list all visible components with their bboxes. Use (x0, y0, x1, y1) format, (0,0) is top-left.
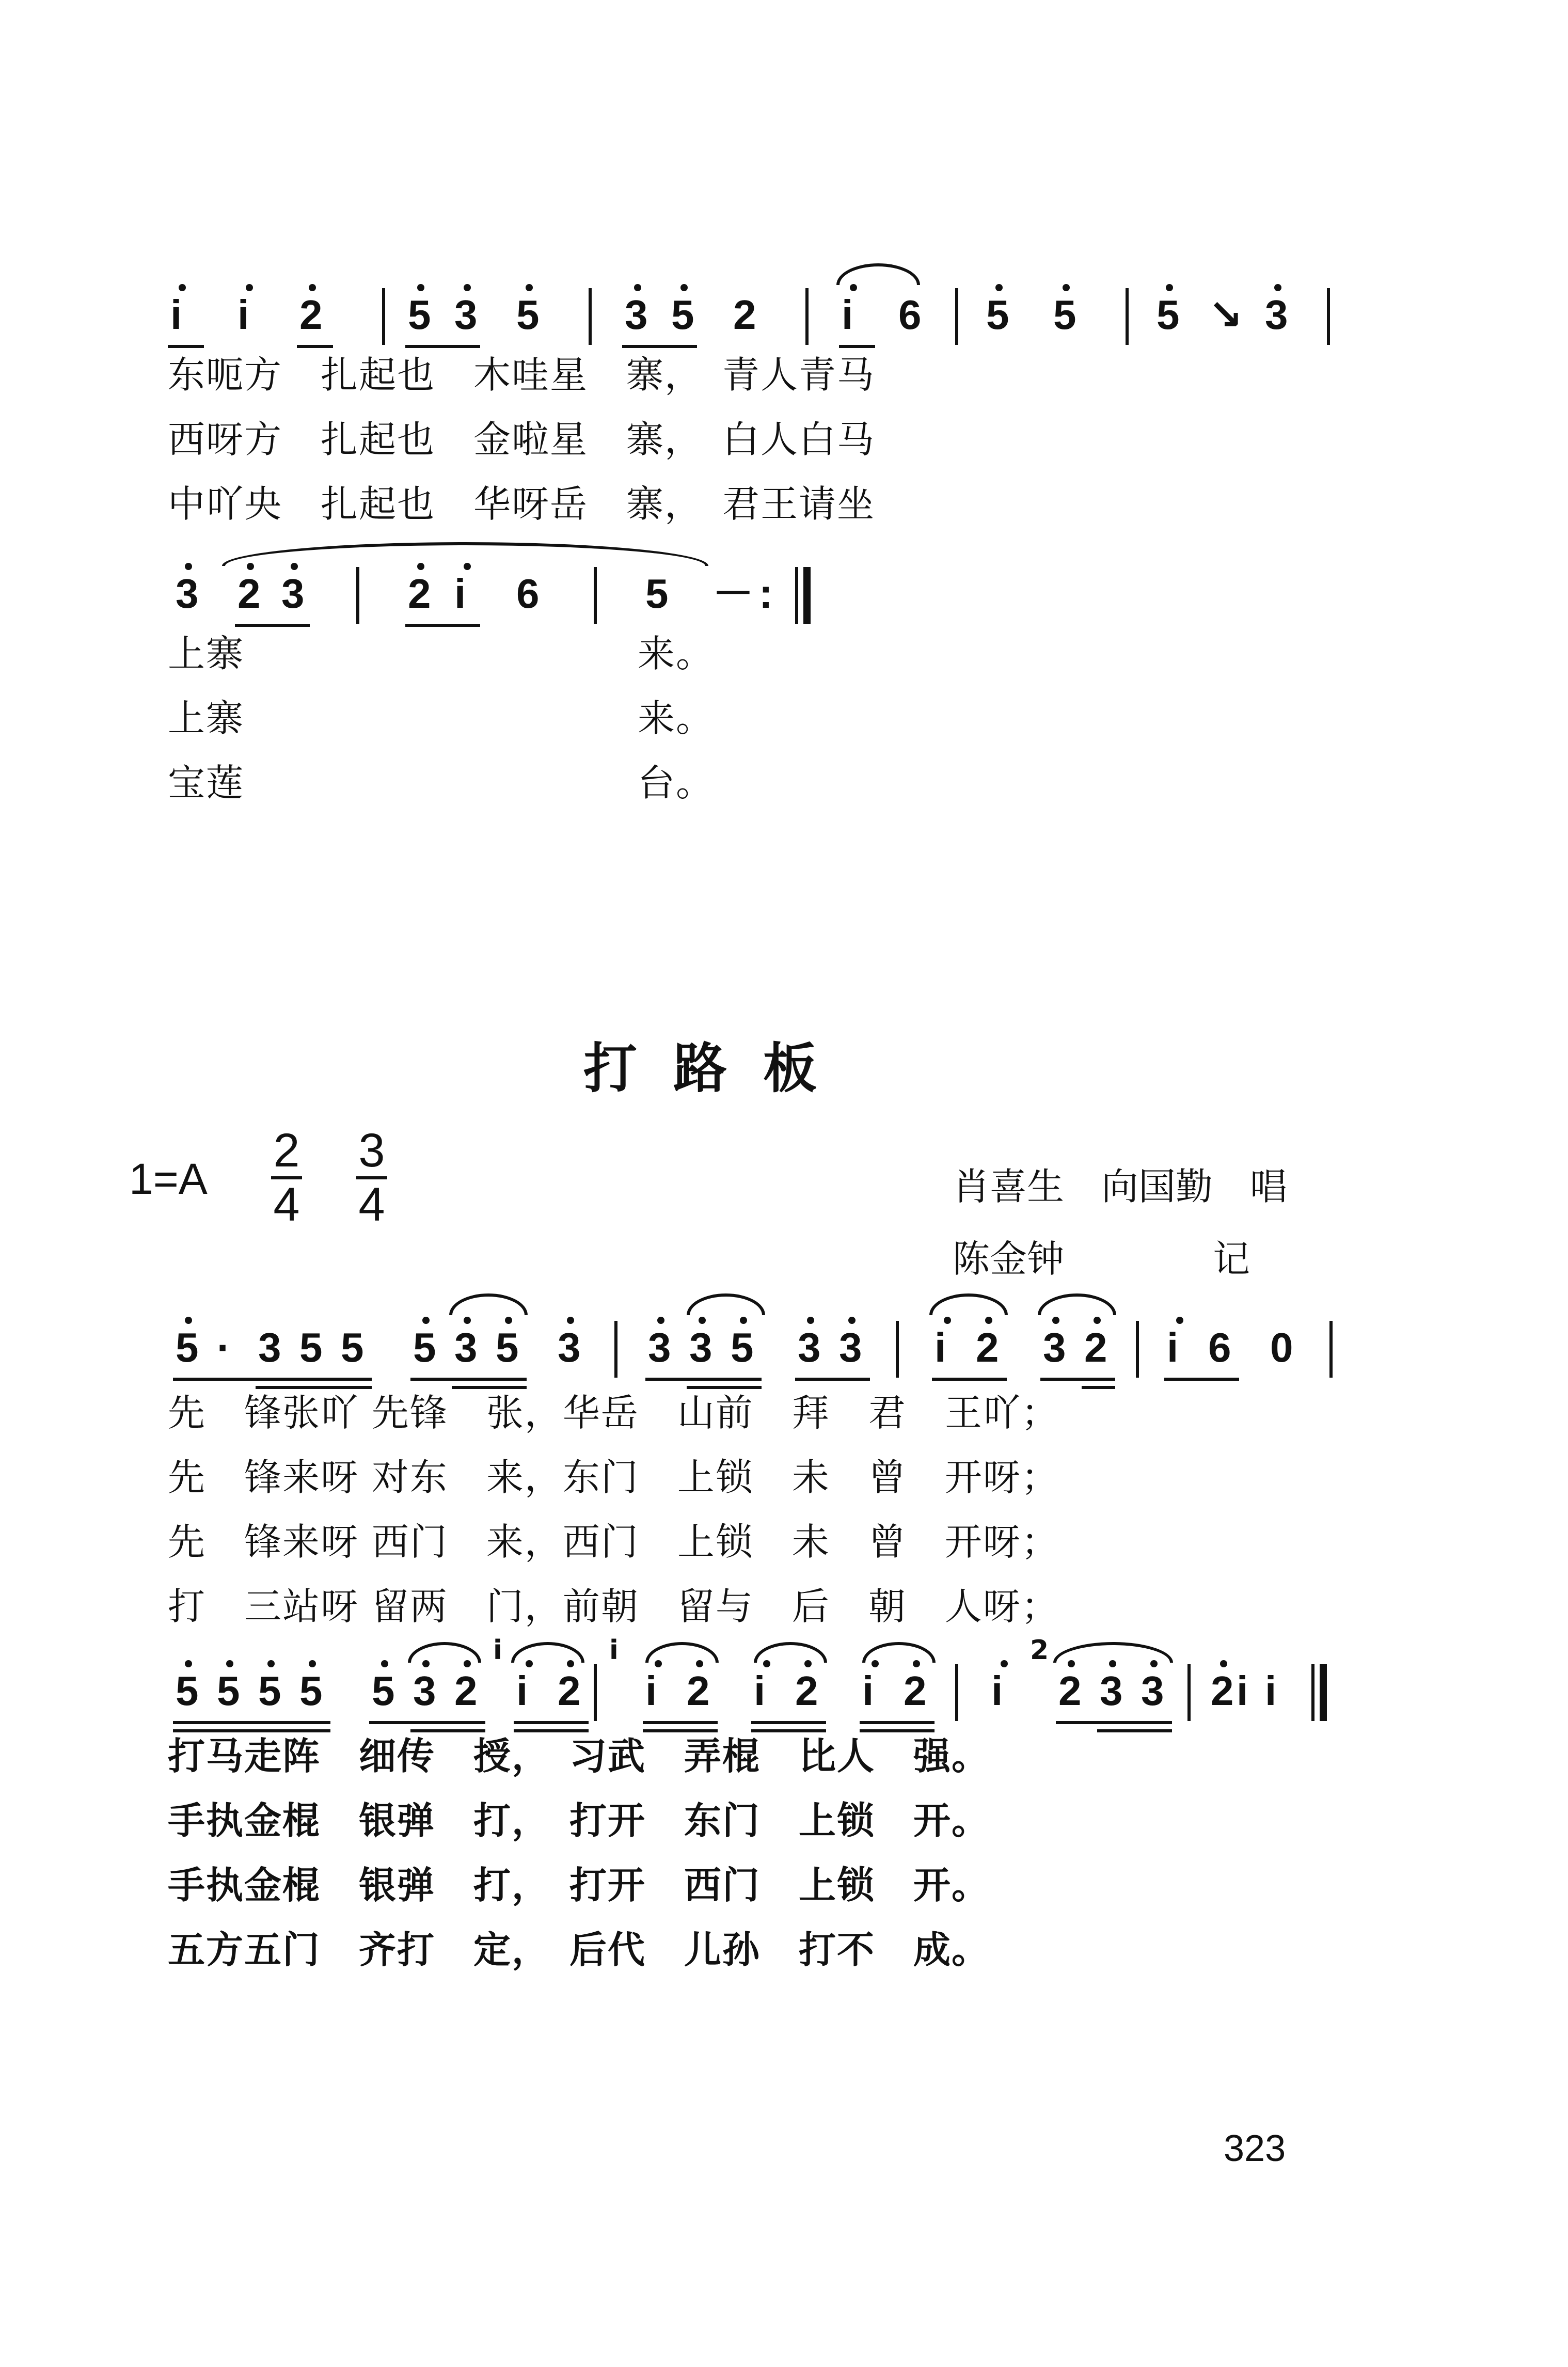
octave-dot (464, 1660, 471, 1667)
note: 5 (986, 292, 1009, 338)
octave-dot (1150, 1660, 1158, 1667)
octave-dot (1094, 1317, 1101, 1324)
octave-dot (417, 284, 424, 291)
underline (751, 1721, 826, 1724)
barline (955, 288, 958, 345)
slur (862, 1642, 936, 1663)
underline (1056, 1721, 1172, 1724)
note: 5 (299, 1324, 323, 1370)
underline (173, 1378, 372, 1381)
song-title: 打路板 (583, 1037, 853, 1100)
grace-note: 2 (1030, 1635, 1050, 1666)
underline (410, 1378, 527, 1381)
note: 5 (217, 1668, 240, 1714)
underline (687, 1386, 762, 1389)
underline (410, 1729, 485, 1732)
octave-dot (848, 1317, 856, 1324)
barline (1329, 1321, 1333, 1378)
note: 3 (258, 1324, 281, 1370)
note: 5 (341, 1324, 364, 1370)
octave-dot (1274, 284, 1281, 291)
slur (511, 1642, 584, 1663)
note: 2 (454, 1668, 478, 1714)
underline (452, 1386, 527, 1389)
note: i (454, 571, 466, 617)
note: i (516, 1668, 528, 1714)
octave-dot (1068, 1660, 1075, 1667)
underline (297, 345, 333, 348)
underline (643, 1721, 718, 1724)
octave-dot (185, 1660, 192, 1667)
note: i (991, 1668, 1003, 1714)
note: i (237, 292, 249, 338)
barline (1311, 1664, 1314, 1721)
upper-lyric-verse-2: 西呀方 扎起也 金啦星 寨， 白人白马 (168, 418, 876, 461)
note: 5 (731, 1324, 754, 1370)
underline (1082, 1386, 1115, 1389)
barline (589, 288, 592, 345)
underline (795, 1378, 870, 1381)
octave-dot (657, 1317, 664, 1324)
breath-mark: ↘ (1208, 292, 1243, 338)
octave-dot (913, 1660, 920, 1667)
note: 2 (687, 1668, 710, 1714)
barline (594, 1664, 597, 1721)
barline (614, 1321, 617, 1378)
note: i (754, 1668, 766, 1714)
lyric: 宝莲 (168, 761, 245, 804)
note: 5 (1157, 292, 1180, 338)
octave-dot (1001, 1660, 1008, 1667)
repeat-dots: : (759, 571, 773, 617)
underline (369, 1721, 485, 1724)
octave-dot (696, 1660, 703, 1667)
time-sig-top: 2 (273, 1124, 300, 1177)
note: 3 (281, 571, 305, 617)
octave-dot (464, 1317, 471, 1324)
breath-mark: i (1237, 1668, 1248, 1714)
octave-dot (247, 563, 254, 570)
note: 2 (408, 571, 431, 617)
barline (795, 567, 798, 624)
note: 3 (413, 1668, 436, 1714)
barline (1126, 288, 1129, 345)
note: 6 (1208, 1324, 1231, 1370)
lyric: 台。 (638, 761, 715, 804)
underline (622, 345, 697, 348)
underline (514, 1721, 589, 1724)
song-lyric-verse-1b: 打马走阵 细传 授， 习武 弄棍 比人 强。 (168, 1734, 990, 1778)
barline (896, 1321, 899, 1378)
slur (929, 1293, 1008, 1315)
time-signature (356, 1124, 387, 1232)
note: 5 (176, 1668, 199, 1714)
song-lyric-verse-1: 先 锋张吖 先锋 张，华岳 山前 拜 君 王吖； (168, 1391, 1059, 1434)
underline (932, 1378, 1007, 1381)
octave-dot (567, 1317, 574, 1324)
underline (514, 1729, 589, 1732)
underline (643, 1729, 718, 1732)
octave-dot (185, 563, 192, 570)
note: 5 (516, 292, 540, 338)
note: 5 (299, 1668, 323, 1714)
slur (687, 1293, 765, 1315)
note: 3 (648, 1324, 671, 1370)
octave-dot (417, 563, 424, 570)
barline (382, 288, 385, 345)
octave-dot (1176, 1317, 1183, 1324)
note: 5 (408, 292, 431, 338)
note: 2 (976, 1324, 999, 1370)
time-signature (271, 1124, 302, 1232)
note: 5 (1053, 292, 1076, 338)
octave-dot (179, 284, 186, 291)
octave-dot (1063, 284, 1070, 291)
time-sig-top: 3 (358, 1124, 385, 1177)
note: i (1167, 1324, 1179, 1370)
song-lyric-verse-2b: 手执金棍 银弹 打， 打开 东门 上锁 开。 (168, 1799, 990, 1842)
octave-dot (807, 1317, 814, 1324)
note: 5 (671, 292, 694, 338)
octave-dot (1220, 1660, 1227, 1667)
barline (594, 567, 597, 624)
barline (1136, 1321, 1139, 1378)
note: i (862, 1668, 874, 1714)
song-lyric-verse-2: 先 锋来呀 对东 来，东门 上锁 未 曾 开呀； (168, 1456, 1059, 1499)
underline (405, 624, 480, 627)
barline (356, 567, 359, 624)
note: 2 (558, 1668, 581, 1714)
barline (1327, 288, 1330, 345)
underline (751, 1729, 826, 1732)
note: 3 (689, 1324, 712, 1370)
octave-dot (246, 284, 253, 291)
slur (1053, 1642, 1173, 1663)
octave-dot (1109, 1660, 1116, 1667)
key-signature: 1=A (129, 1155, 208, 1203)
end-barline (1320, 1664, 1327, 1721)
note: 2 (237, 571, 261, 617)
note: 3 (1265, 292, 1288, 338)
octave-dot (850, 284, 857, 291)
note: 2 (904, 1668, 927, 1714)
note: 3 (625, 292, 648, 338)
underline (645, 1378, 762, 1381)
note: 5 (258, 1668, 281, 1714)
song-lyric-verse-3: 先 锋来呀 西门 来，西门 上锁 未 曾 开呀； (168, 1520, 1059, 1564)
song-lyric-verse-4b: 五方五门 齐打 定， 后代 儿孙 打不 成。 (168, 1928, 990, 1971)
octave-dot (381, 1660, 388, 1667)
octave-dot (699, 1317, 706, 1324)
grace-note: i (493, 1635, 503, 1666)
song-lyric-verse-4: 打 三站呀 留两 门，前朝 留与 后 朝 人呀； (168, 1585, 1059, 1628)
octave-dot (763, 1660, 770, 1667)
octave-dot (1166, 284, 1173, 291)
page-number: 323 (1224, 2128, 1286, 2169)
note: i (645, 1668, 657, 1714)
note: 3 (1043, 1324, 1066, 1370)
octave-dot (680, 284, 688, 291)
note: 5 (645, 571, 669, 617)
octave-dot (526, 284, 533, 291)
note: 5 (413, 1324, 436, 1370)
octave-dot (872, 1660, 879, 1667)
underline (173, 1721, 330, 1724)
octave-dot (185, 1317, 192, 1324)
note: 3 (176, 571, 199, 617)
underline (173, 1729, 330, 1732)
slur (754, 1642, 827, 1663)
underline (405, 345, 480, 348)
note: 5 (176, 1324, 199, 1370)
note: 2 (1211, 1668, 1234, 1714)
note: 3 (558, 1324, 581, 1370)
barline (805, 288, 809, 345)
singers-credit: 肖喜生 向国勤 唱 (953, 1165, 1288, 1208)
note: 2 (1058, 1668, 1082, 1714)
octave-dot (995, 284, 1003, 291)
octave-dot (309, 1660, 316, 1667)
note: 5 (372, 1668, 395, 1714)
note: 2 (1084, 1324, 1107, 1370)
underline (839, 345, 875, 348)
note: 2 (299, 292, 323, 338)
octave-dot (226, 1660, 233, 1667)
octave-dot (526, 1660, 533, 1667)
note: 3 (798, 1324, 821, 1370)
underline (1164, 1378, 1239, 1381)
underline (256, 1386, 372, 1389)
note: 3 (1100, 1668, 1123, 1714)
note: i (935, 1324, 946, 1370)
octave-dot (309, 284, 316, 291)
note: 3 (454, 1324, 478, 1370)
note: 3 (1141, 1668, 1164, 1714)
octave-dot (422, 1660, 430, 1667)
underline (1097, 1729, 1172, 1732)
octave-dot (655, 1660, 662, 1667)
note: 5 (496, 1324, 519, 1370)
lyric: 上寨 (168, 697, 245, 740)
recorder-credit: 陈金钟 记 (953, 1237, 1250, 1281)
note: i (170, 292, 182, 338)
barline (1187, 1664, 1191, 1721)
time-sig-bottom: 4 (358, 1178, 385, 1232)
rest: 0 (1270, 1324, 1293, 1370)
barline (955, 1664, 958, 1721)
slur (836, 263, 920, 285)
lyric: 上寨 (168, 632, 245, 675)
octave-dot (804, 1660, 812, 1667)
octave-dot (422, 1317, 430, 1324)
upper-lyric-verse-1: 东呃方 扎起也 木哇星 寨， 青人青马 (168, 353, 876, 397)
underline (168, 345, 204, 348)
song-lyric-verse-3b: 手执金棍 银弹 打， 打开 西门 上锁 开。 (168, 1864, 990, 1907)
lyric: 来。 (638, 697, 715, 740)
note: 2 (795, 1668, 818, 1714)
underline (860, 1721, 935, 1724)
slur (449, 1293, 528, 1315)
octave-dot (985, 1317, 992, 1324)
upper-lyric-verse-3: 中吖央 扎起也 华呀岳 寨， 君王请坐 (168, 482, 876, 526)
octave-dot (267, 1660, 275, 1667)
note: 3 (454, 292, 478, 338)
octave-dot (291, 563, 298, 570)
underline (860, 1729, 935, 1732)
dot-extension: · (217, 1324, 231, 1370)
dash: － (712, 571, 754, 617)
octave-dot (634, 284, 641, 291)
note: 6 (898, 292, 922, 338)
slur (645, 1642, 719, 1663)
underline (1040, 1378, 1115, 1381)
octave-dot (505, 1317, 512, 1324)
note: 2 (733, 292, 756, 338)
note: 3 (839, 1324, 862, 1370)
octave-dot (740, 1317, 747, 1324)
note: 6 (516, 571, 540, 617)
octave-dot (567, 1660, 574, 1667)
octave-dot (1052, 1317, 1059, 1324)
grace-note: i (609, 1635, 620, 1666)
slur (1038, 1293, 1116, 1315)
octave-dot (464, 563, 471, 570)
octave-dot (944, 1317, 951, 1324)
octave-dot (464, 284, 471, 291)
slur (222, 542, 708, 566)
lyric: 来。 (638, 632, 715, 675)
rest: i (1265, 1668, 1277, 1714)
time-sig-bottom: 4 (273, 1178, 300, 1232)
end-barline (803, 567, 811, 624)
note: i (842, 292, 853, 338)
underline (235, 624, 310, 627)
slur (408, 1642, 481, 1663)
